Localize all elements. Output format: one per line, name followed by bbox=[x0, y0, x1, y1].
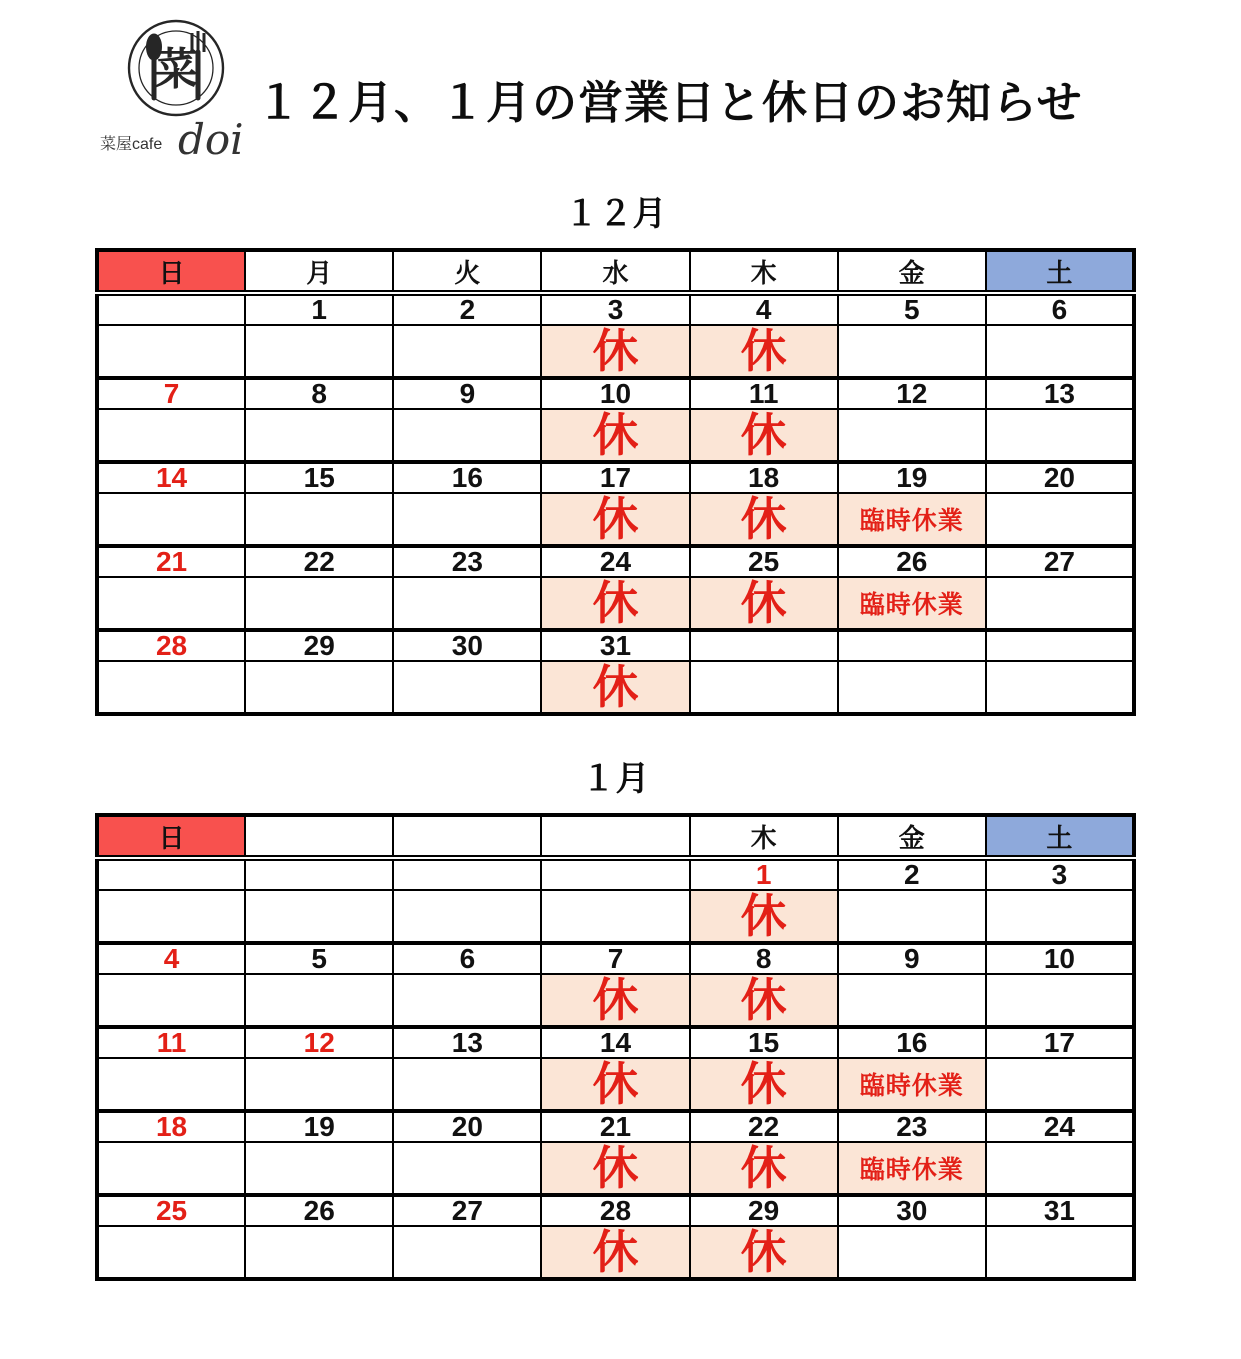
date-cell: 27 bbox=[393, 1195, 541, 1226]
closed-day-cell: 休 bbox=[690, 409, 838, 462]
date-cell: 26 bbox=[245, 1195, 393, 1226]
date-cell: 16 bbox=[838, 1027, 986, 1058]
status-cell-empty bbox=[245, 493, 393, 546]
status-cell-empty bbox=[97, 1226, 245, 1279]
status-cell-empty bbox=[245, 1142, 393, 1195]
temp-closed-cell: 臨時休業 bbox=[838, 1142, 986, 1195]
status-cell-empty bbox=[986, 325, 1134, 378]
status-cell-empty bbox=[245, 325, 393, 378]
status-cell-empty bbox=[986, 1142, 1134, 1195]
closed-day-cell: 休 bbox=[690, 1058, 838, 1111]
week-5-status-row bbox=[97, 1226, 1134, 1279]
status-cell-empty bbox=[97, 1058, 245, 1111]
week-4-status-row bbox=[97, 577, 1134, 630]
date-cell: 11 bbox=[97, 1027, 245, 1058]
closed-day-cell: 休 bbox=[690, 890, 838, 943]
closed-day-cell: 休 bbox=[541, 493, 689, 546]
closed-day-cell: 休 bbox=[690, 974, 838, 1027]
date-cell: 3 bbox=[541, 293, 689, 325]
closed-day-cell: 休 bbox=[541, 1226, 689, 1279]
closed-day-cell: 休 bbox=[690, 1142, 838, 1195]
date-cell: 15 bbox=[245, 462, 393, 493]
week-1-status-row bbox=[97, 890, 1134, 943]
week-3-status-row bbox=[97, 1058, 1134, 1111]
weekday-header-tue bbox=[393, 815, 541, 858]
week-2-date-row bbox=[97, 943, 1134, 974]
status-cell-empty bbox=[97, 577, 245, 630]
date-cell: 12 bbox=[245, 1027, 393, 1058]
status-cell-empty bbox=[838, 661, 986, 714]
status-cell-empty bbox=[393, 493, 541, 546]
date-cell: 28 bbox=[97, 630, 245, 661]
status-cell-empty bbox=[838, 974, 986, 1027]
cafe-logo bbox=[92, 8, 262, 168]
january-month-title: １月 bbox=[581, 760, 650, 798]
date-cell: 23 bbox=[838, 1111, 986, 1142]
weekday-header-wed bbox=[541, 815, 689, 858]
status-cell-empty bbox=[393, 974, 541, 1027]
status-cell-empty bbox=[838, 1226, 986, 1279]
date-cell: 24 bbox=[986, 1111, 1134, 1142]
closed-day-cell: 休 bbox=[690, 493, 838, 546]
week-1-date-row bbox=[97, 293, 1134, 325]
status-cell-empty bbox=[986, 661, 1134, 714]
page-title: １２月、１月の営業日と休日のお知らせ bbox=[256, 77, 1083, 128]
date-cell: 27 bbox=[986, 546, 1134, 577]
date-cell-empty bbox=[541, 858, 689, 890]
date-cell: 23 bbox=[393, 546, 541, 577]
week-5-date-row bbox=[97, 1195, 1134, 1226]
status-cell-empty bbox=[97, 493, 245, 546]
week-3-date-row bbox=[97, 462, 1134, 493]
week-1-status-row bbox=[97, 325, 1134, 378]
date-cell: 31 bbox=[986, 1195, 1134, 1226]
weekday-header-fri: 金 bbox=[838, 250, 986, 293]
date-cell-empty bbox=[690, 630, 838, 661]
date-cell: 8 bbox=[690, 943, 838, 974]
status-cell-empty bbox=[986, 577, 1134, 630]
date-cell: 9 bbox=[838, 943, 986, 974]
date-cell: 2 bbox=[393, 293, 541, 325]
date-cell: 13 bbox=[393, 1027, 541, 1058]
date-cell: 9 bbox=[393, 378, 541, 409]
date-cell: 4 bbox=[97, 943, 245, 974]
closed-day-cell: 休 bbox=[541, 325, 689, 378]
week-5-date-row bbox=[97, 630, 1134, 661]
closed-day-cell: 休 bbox=[541, 974, 689, 1027]
week-2-date-row bbox=[97, 378, 1134, 409]
status-cell-empty bbox=[393, 1142, 541, 1195]
date-cell-empty bbox=[838, 630, 986, 661]
status-cell-empty bbox=[97, 661, 245, 714]
date-cell-empty bbox=[245, 858, 393, 890]
status-cell-empty bbox=[97, 325, 245, 378]
closed-day-cell: 休 bbox=[541, 409, 689, 462]
week-1-date-row bbox=[97, 858, 1134, 890]
date-cell: 1 bbox=[690, 858, 838, 890]
temp-closed-cell: 臨時休業 bbox=[838, 493, 986, 546]
weekday-header-thu: 木 bbox=[690, 815, 838, 858]
status-cell-empty bbox=[986, 1058, 1134, 1111]
status-cell-empty bbox=[97, 409, 245, 462]
weekday-header-sat: 土 bbox=[986, 815, 1134, 858]
week-2-status-row bbox=[97, 974, 1134, 1027]
weekday-header-wed: 水 bbox=[541, 250, 689, 293]
temp-closed-cell: 臨時休業 bbox=[838, 577, 986, 630]
status-cell-empty bbox=[245, 890, 393, 943]
date-cell: 5 bbox=[838, 293, 986, 325]
status-cell-empty bbox=[97, 890, 245, 943]
date-cell: 12 bbox=[838, 378, 986, 409]
closed-day-cell: 休 bbox=[690, 1226, 838, 1279]
december-calendar-table bbox=[95, 248, 1136, 716]
date-cell: 11 bbox=[690, 378, 838, 409]
closed-day-cell: 休 bbox=[541, 1058, 689, 1111]
logo-name-text: 菜屋cafe bbox=[100, 136, 163, 153]
closed-day-cell: 休 bbox=[690, 577, 838, 630]
weekday-header-sun: 日 bbox=[97, 815, 245, 858]
status-cell-empty bbox=[986, 890, 1134, 943]
date-cell: 7 bbox=[97, 378, 245, 409]
week-4-status-row bbox=[97, 1142, 1134, 1195]
status-cell-empty bbox=[986, 493, 1134, 546]
status-cell-empty bbox=[690, 661, 838, 714]
date-cell: 17 bbox=[541, 462, 689, 493]
status-cell-empty bbox=[97, 974, 245, 1027]
week-3-date-row bbox=[97, 1027, 1134, 1058]
status-cell-empty bbox=[393, 1226, 541, 1279]
closed-day-cell: 休 bbox=[541, 577, 689, 630]
week-2-status-row bbox=[97, 409, 1134, 462]
week-3-status-row bbox=[97, 493, 1134, 546]
weekday-header-mon: 月 bbox=[245, 250, 393, 293]
date-cell: 25 bbox=[97, 1195, 245, 1226]
date-cell: 20 bbox=[393, 1111, 541, 1142]
date-cell-empty bbox=[97, 858, 245, 890]
weekday-header-thu: 木 bbox=[690, 250, 838, 293]
date-cell: 3 bbox=[986, 858, 1134, 890]
closed-day-cell: 休 bbox=[690, 325, 838, 378]
status-cell-empty bbox=[393, 1058, 541, 1111]
weekday-header-sat: 土 bbox=[986, 250, 1134, 293]
date-cell: 16 bbox=[393, 462, 541, 493]
weekday-header-tue: 火 bbox=[393, 250, 541, 293]
date-cell: 25 bbox=[690, 546, 838, 577]
date-cell: 30 bbox=[838, 1195, 986, 1226]
temp-closed-cell: 臨時休業 bbox=[838, 1058, 986, 1111]
date-cell: 20 bbox=[986, 462, 1134, 493]
date-cell: 18 bbox=[690, 462, 838, 493]
weekday-header-row bbox=[97, 815, 1134, 858]
status-cell-empty bbox=[838, 409, 986, 462]
january-calendar-section bbox=[95, 751, 1136, 1281]
logo-script-text: doi bbox=[178, 115, 244, 164]
date-cell: 19 bbox=[838, 462, 986, 493]
weekday-header-row bbox=[97, 250, 1134, 293]
status-cell-empty bbox=[245, 409, 393, 462]
date-cell: 10 bbox=[986, 943, 1134, 974]
closed-day-cell: 休 bbox=[541, 1142, 689, 1195]
status-cell-empty bbox=[245, 577, 393, 630]
status-cell-empty bbox=[393, 409, 541, 462]
status-cell-empty bbox=[97, 1142, 245, 1195]
date-cell: 17 bbox=[986, 1027, 1134, 1058]
status-cell-empty bbox=[245, 1226, 393, 1279]
status-cell-empty bbox=[393, 661, 541, 714]
date-cell: 13 bbox=[986, 378, 1134, 409]
date-cell: 2 bbox=[838, 858, 986, 890]
status-cell-empty bbox=[245, 1058, 393, 1111]
date-cell-empty bbox=[986, 630, 1134, 661]
date-cell: 5 bbox=[245, 943, 393, 974]
date-cell: 4 bbox=[690, 293, 838, 325]
date-cell: 22 bbox=[690, 1111, 838, 1142]
date-cell: 14 bbox=[541, 1027, 689, 1058]
logo-kanji: 菜 bbox=[154, 45, 198, 94]
weekday-header-fri: 金 bbox=[838, 815, 986, 858]
date-cell-empty bbox=[97, 293, 245, 325]
date-cell: 28 bbox=[541, 1195, 689, 1226]
date-cell: 7 bbox=[541, 943, 689, 974]
status-cell-empty bbox=[986, 409, 1134, 462]
december-month-title: １２月 bbox=[564, 195, 667, 233]
status-cell-empty bbox=[986, 974, 1134, 1027]
date-cell: 19 bbox=[245, 1111, 393, 1142]
cafe-logo-drawing bbox=[92, 8, 262, 168]
date-cell: 6 bbox=[986, 293, 1134, 325]
date-cell: 29 bbox=[245, 630, 393, 661]
status-cell-empty bbox=[838, 325, 986, 378]
date-cell: 15 bbox=[690, 1027, 838, 1058]
date-cell: 1 bbox=[245, 293, 393, 325]
date-cell: 31 bbox=[541, 630, 689, 661]
date-cell: 22 bbox=[245, 546, 393, 577]
date-cell-empty bbox=[393, 858, 541, 890]
date-cell: 29 bbox=[690, 1195, 838, 1226]
january-calendar-table bbox=[95, 813, 1136, 1281]
date-cell: 21 bbox=[97, 546, 245, 577]
status-cell-empty bbox=[986, 1226, 1134, 1279]
week-4-date-row bbox=[97, 546, 1134, 577]
status-cell-empty bbox=[393, 325, 541, 378]
status-cell-empty bbox=[393, 577, 541, 630]
date-cell: 24 bbox=[541, 546, 689, 577]
date-cell: 26 bbox=[838, 546, 986, 577]
date-cell: 8 bbox=[245, 378, 393, 409]
week-4-date-row bbox=[97, 1111, 1134, 1142]
date-cell: 14 bbox=[97, 462, 245, 493]
status-cell-empty bbox=[245, 974, 393, 1027]
closed-day-cell: 休 bbox=[541, 661, 689, 714]
week-5-status-row bbox=[97, 661, 1134, 714]
date-cell: 10 bbox=[541, 378, 689, 409]
date-cell: 6 bbox=[393, 943, 541, 974]
weekday-header-mon bbox=[245, 815, 393, 858]
date-cell: 18 bbox=[97, 1111, 245, 1142]
status-cell-empty bbox=[541, 890, 689, 943]
december-calendar-section bbox=[95, 186, 1136, 716]
weekday-header-sun: 日 bbox=[97, 250, 245, 293]
date-cell: 21 bbox=[541, 1111, 689, 1142]
status-cell-empty bbox=[393, 890, 541, 943]
status-cell-empty bbox=[838, 890, 986, 943]
date-cell: 30 bbox=[393, 630, 541, 661]
status-cell-empty bbox=[245, 661, 393, 714]
